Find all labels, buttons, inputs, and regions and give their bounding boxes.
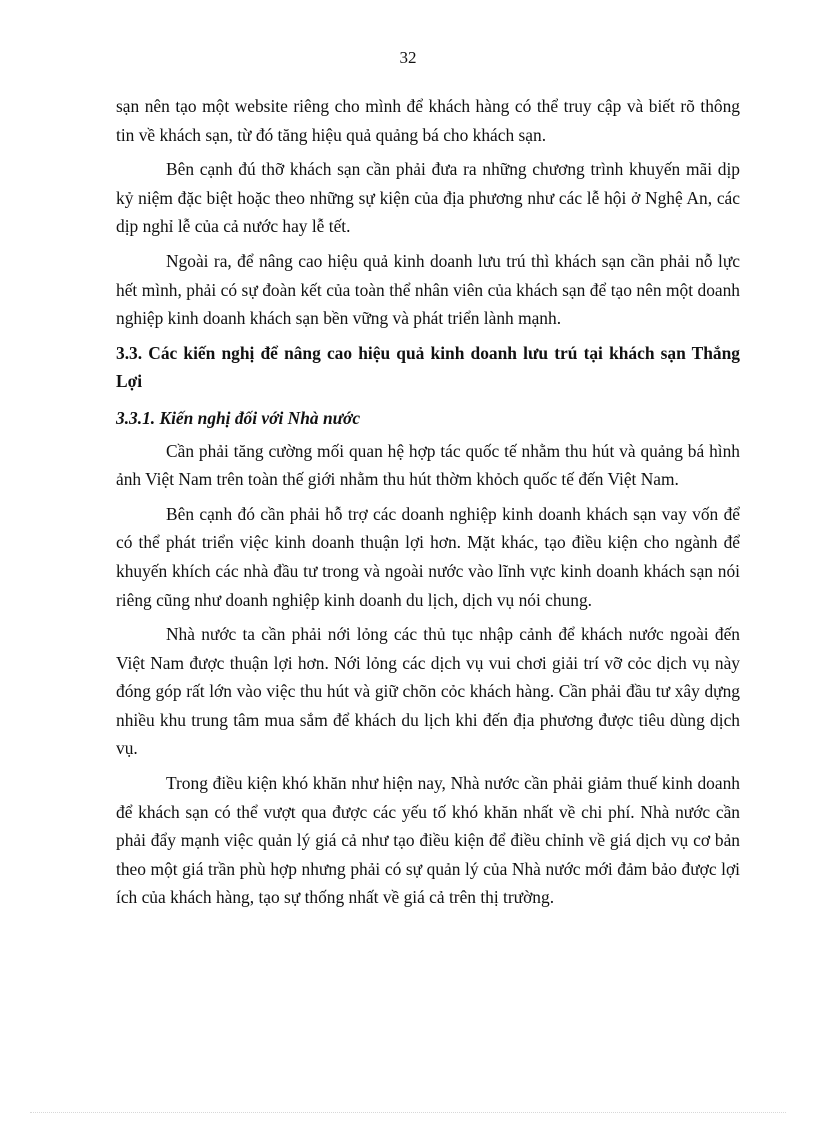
paragraph-tax-and-prices: Trong điều kiện khó khăn như hiện nay, Nhà nước cần phải giảm thuế kinh doanh để khách sạn có thể vượt qua được các yếu tố khó khăn nhất về chi phí. Nhà nước cần phải đẩy mạnh việc quản lý giá cả như tạo điều kiện để điều chỉnh về giá dịch vụ cơ bản theo một giá trần phù hợp nhưng phải có sự quản lý của Nhà nước mới đảm bảo được lợi ích của khách hàng, tạo sự thống nhất về giá cả trên thị trường. (116, 773, 740, 908)
subsection-heading: 3.3.1. Kiến nghị đối với Nhà nước (116, 407, 361, 428)
paragraph-promotions: Bên cạnh đú thỡ khách sạn cần phải đưa ra những chương trình khuyến mãi dịp kỷ niệm đặc biệt hoặc theo những sự kiện của địa phương như các lễ hội ở Nghệ An, các dịp nghỉ lễ của cả nước hay lễ tết. (116, 159, 740, 237)
paragraph-efforts: Ngoài ra, để nâng cao hiệu quả kinh doanh lưu trú thì khách sạn cần phải nỗ lực hết mình, phải có sự đoàn kết của toàn thể nhân viên của khách sạn để tạo nên một doanh nghiệp kinh doanh khách sạn bền vững và phát triển lành mạnh. (116, 250, 740, 329)
paragraph-entry-procedures: Nhà nước ta cần phải nới lỏng các thủ tục nhập cảnh để khách nước ngoài đến Việt Nam được thuận lợi hơn. Nới lỏng các dịch vụ vui chơi giải trí vỡ cỏc dịch vụ này đóng góp rất lớn vào việc thu hút và giữ chõn cỏc khách hàng. Cần phải đầu tư xây dựng nhiều khu trung tâm mua sắm để khách du lịch khi đến địa phương được tiêu dùng dịch vụ. (116, 624, 740, 759)
page-content (116, 92, 740, 918)
paragraph-international-cooperation: Cần phải tăng cường mối quan hệ hợp tác quốc tế nhằm thu hút và quảng bá hình ảnh Việt Nam trên toàn thế giới nhằm thu hút thờm khỏch quốc tế đến Việt Nam. (116, 440, 740, 490)
page-bottom-divider (30, 1112, 786, 1113)
paragraph-continued: sạn nên tạo một website riêng cho mình để khách hàng có thể truy cập và biết rõ thông tin về khách sạn, từ đó tăng hiệu quả quảng bá cho khách sạn. (116, 96, 740, 145)
paragraph-business-support: Bên cạnh đó cần phải hỗ trợ các doanh nghiệp kinh doanh khách sạn vay vốn để có thể phát triển việc kinh doanh thuận lợi hơn. Mặt khác, tạo điều kiện cho ngành để khuyến khích các nhà đầu tư trong và ngoài nước vào lĩnh vực kinh doanh khách sạn nói riêng cũng như doanh nghiệp kinh doanh du lịch, dịch vụ nói chung. (116, 503, 740, 610)
section-heading: 3.3. Các kiến nghị để nâng cao hiệu quả kinh doanh lưu trú tại khách sạn Thắng Lợi (116, 342, 740, 392)
page-number: 32 (399, 48, 417, 67)
